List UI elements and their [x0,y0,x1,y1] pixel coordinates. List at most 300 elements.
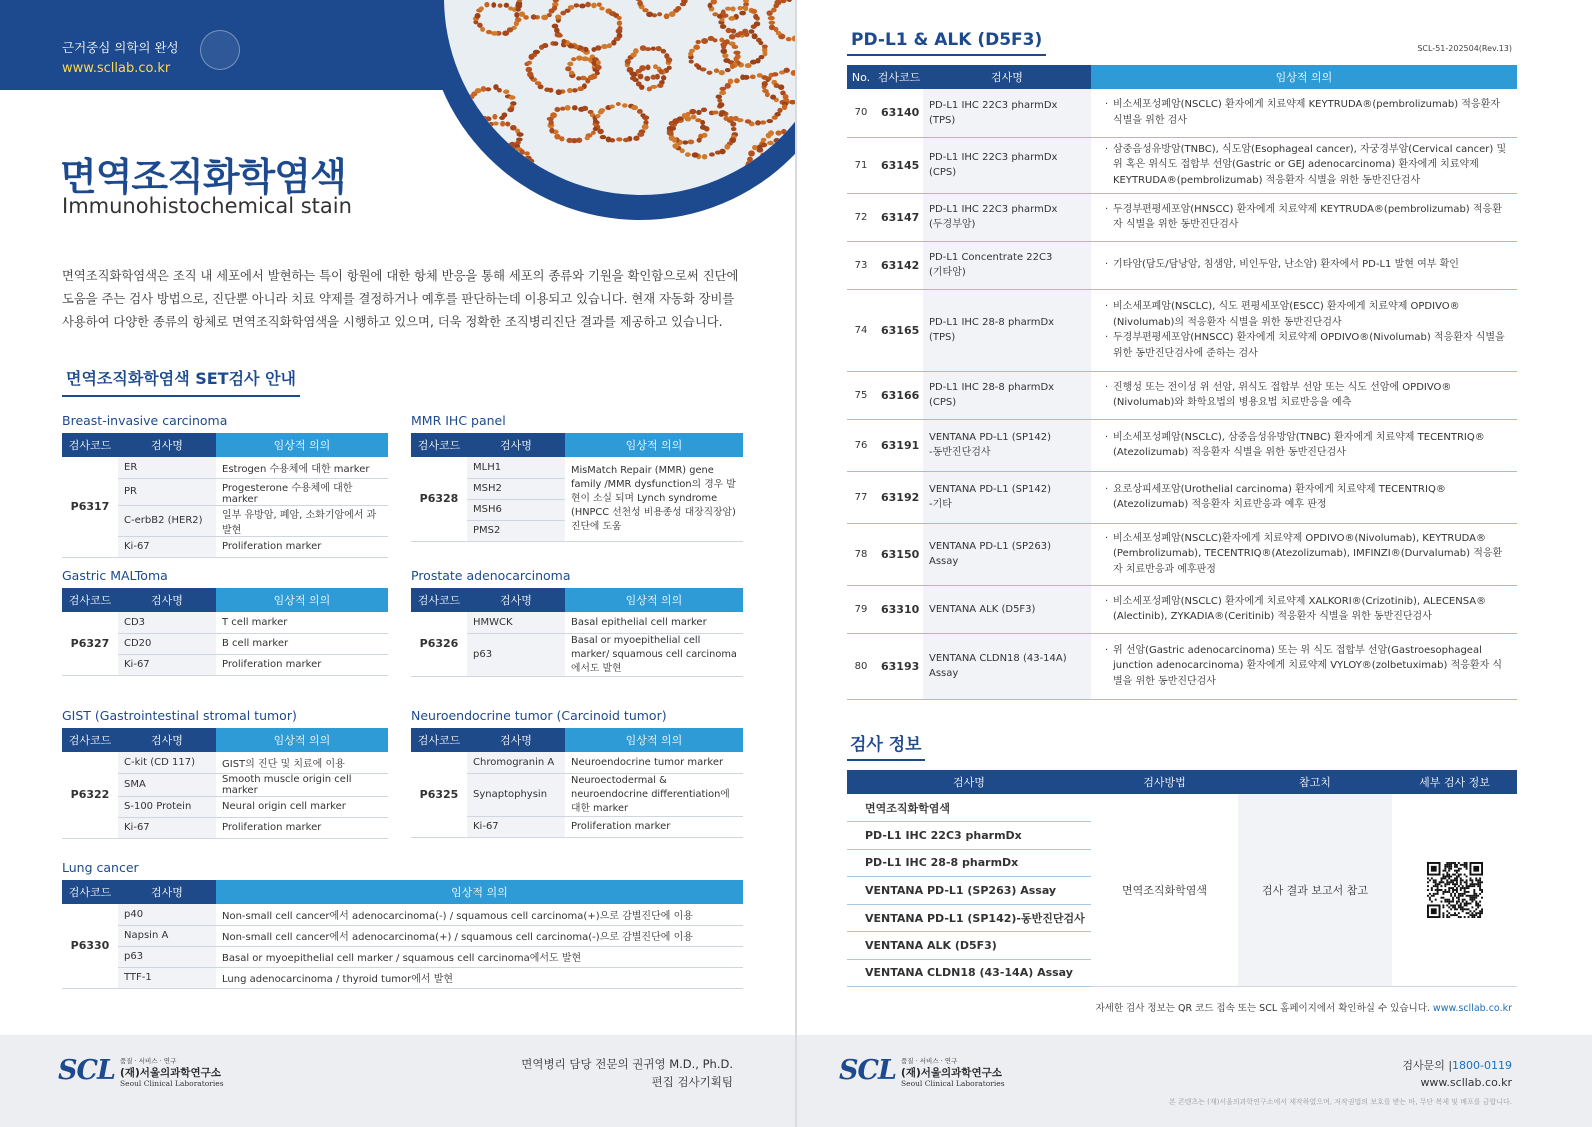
stained-nucleus [701,107,707,112]
qr-module [1465,864,1467,866]
test-name [923,523,1091,585]
qr-module [1457,897,1459,899]
qr-module [1436,893,1438,895]
qr-module [1477,879,1479,881]
qr-module [1444,876,1446,878]
tissue-stain-image [444,0,795,195]
stained-nucleus [523,173,529,178]
qr-module [1459,874,1461,876]
stained-nucleus [787,172,793,177]
stained-nucleus [761,138,767,142]
qr-module [1471,881,1473,883]
qr-module [1459,864,1461,866]
stained-nucleus [697,138,702,143]
info-detail-cell [1392,794,1517,987]
header-code: 검사코드 [62,433,118,457]
test-meaning: Proliferation marker [565,816,743,837]
stained-nucleus [611,40,616,46]
header-no: No. [847,65,875,89]
qr-module [1434,885,1436,887]
test-name: S-100 Protein [118,796,216,817]
note-link[interactable]: www.scllab.co.kr [1432,1003,1512,1014]
stained-nucleus [489,150,495,156]
qr-module [1457,912,1459,914]
qr-module [1434,889,1436,891]
qr-module [1457,868,1459,870]
qr-module [1471,914,1473,916]
stained-nucleus [672,143,679,149]
stained-nucleus [762,89,769,93]
qr-module [1448,899,1450,901]
decor-bubble [12,176,42,206]
qr-module [1465,879,1467,881]
qr-module [1446,864,1448,866]
stained-nucleus [700,125,706,130]
qr-module [1459,883,1461,885]
stained-nucleus [639,65,646,71]
qr-module [1427,881,1429,883]
test-meaning: Estrogen 수용체에 대한 marker [216,457,388,478]
qr-module [1452,914,1454,916]
qr-module [1461,895,1463,897]
qr-module [1450,862,1452,864]
qr-module [1436,891,1438,893]
website-link[interactable]: www.scllab.co.kr [62,61,171,76]
stained-nucleus [646,65,651,71]
stained-nucleus [552,24,559,29]
stained-nucleus [742,75,749,80]
test-no: 78 [847,523,875,585]
qr-module [1455,889,1457,891]
stained-nucleus [762,44,768,48]
stained-nucleus [492,142,498,146]
header-name: 검사명 [118,728,216,752]
test-code: P6330 [62,904,118,988]
meaning-bullet: · 기타암(담도/담낭암, 침샘암, 비인두암, 난소암) 환자에서 PD-L1 발현 여부 확인 [1105,257,1511,273]
stained-nucleus [579,4,586,9]
stained-nucleus [616,102,621,106]
qr-module [1452,874,1454,876]
meaning-bullet: · 삼중음성유방암(TNBC), 식도암(Esophageal cancer), 자궁경부암(Cervical cancer) 및 위 혹은 위식도 접합부 선암(Gastric or GEJ adenocarcinoma) 환자에게 치료약제 KEYTRUDA®(pembrolizumab) 적응환자 식별을 위한 동반진단검사 [1105,142,1511,189]
qr-module [1448,877,1450,879]
qr-module [1463,889,1465,891]
stained-nucleus [779,158,784,163]
qr-module [1436,889,1438,891]
qr-module [1471,897,1473,899]
test-meaning [1091,193,1517,241]
qr-module [1450,887,1452,889]
header-name: 검사명 [847,770,1091,794]
stained-nucleus [565,66,571,71]
qr-module [1452,901,1454,903]
test-row [847,289,1517,371]
contact-website[interactable]: www.scllab.co.kr [1420,1076,1512,1089]
header-name: 검사명 [118,588,216,612]
stained-nucleus [467,157,472,162]
qr-module [1444,899,1446,901]
qr-module [1440,877,1442,879]
block-title: MMR IHC panel [411,413,506,428]
qr-module [1455,914,1457,916]
stained-nucleus [571,57,576,61]
stained-nucleus [531,14,537,19]
qr-module [1471,906,1473,908]
qr-module [1444,866,1446,868]
test-name-line: -기타 [929,499,952,510]
qr-module [1481,897,1483,899]
stained-nucleus [758,179,763,184]
stained-nucleus [516,132,523,137]
qr-module [1454,908,1456,910]
qr-module [1463,862,1465,864]
stained-nucleus [724,144,730,150]
qr-module [1430,895,1432,897]
block-title: Neuroendocrine tumor (Carcinoid tumor) [411,708,667,723]
qr-module [1457,904,1459,906]
qr-module [1475,912,1477,914]
stained-nucleus [692,152,699,157]
header-meaning: 임상적 의의 [565,728,743,752]
qr-module [1471,912,1473,914]
header-name: 검사명 [118,880,216,904]
stained-nucleus [712,110,718,114]
qr-module [1455,866,1457,868]
qr-module [1442,893,1444,895]
page-title: PD-L1 & ALK (D5F3) [847,30,1046,56]
qr-module [1436,883,1438,885]
stained-nucleus [791,70,795,76]
test-code: 63165 [875,289,923,371]
qr-module [1444,883,1446,885]
stained-nucleus [600,135,607,139]
stained-nucleus [644,76,650,81]
stained-nucleus [505,122,510,127]
stained-nucleus [549,128,554,134]
stained-nucleus [498,3,503,7]
stained-nucleus [577,86,584,91]
stained-nucleus [767,119,774,123]
test-meaning: Proliferation marker [216,654,388,675]
qr-module [1459,906,1461,908]
test-row [847,137,1517,193]
stained-nucleus [646,11,653,17]
qr-module [1459,893,1461,895]
stained-nucleus [689,109,696,115]
header-code: 검사코드 [411,588,467,612]
stained-nucleus [792,36,795,42]
stained-nucleus [772,72,778,76]
stained-nucleus [475,88,482,93]
contact-phone[interactable]: 1800-0119 [1452,1059,1512,1072]
test-name: Ki-67 [467,816,565,837]
qr-module [1442,881,1444,883]
qr-module [1465,904,1467,906]
stained-nucleus [785,183,791,188]
set-block-neuroendocrine [411,708,743,838]
stained-nucleus [717,98,722,102]
qr-module [1446,899,1448,901]
stained-nucleus [566,138,573,143]
stained-nucleus [772,115,778,119]
stained-nucleus [778,139,784,143]
stained-nucleus [734,78,740,83]
qr-module [1450,893,1452,895]
qr-finder [1430,866,1436,872]
qr-module [1450,908,1452,910]
test-meaning [1091,585,1517,633]
qr-module [1477,906,1479,908]
stained-nucleus [585,2,591,8]
stained-nucleus [500,151,507,156]
stained-nucleus [775,130,781,135]
intro-line: 사용하여 다양한 종류의 항체로 면역조직화학염색을 시행하고 있으며, 더욱 정확한 조직병리진단 결과를 제공하고 있습니다. [62,315,723,329]
header-meaning: 임상적 의의 [565,588,743,612]
stained-nucleus [510,181,516,187]
stained-nucleus [722,53,728,58]
note-text: 자세한 검사 정보는 QR 코드 접속 또는 SCL 홈페이지에서 확인하실 수 있습니다. [1095,1003,1430,1014]
header-name: 검사명 [467,433,565,457]
stained-nucleus [726,28,732,33]
test-no: 76 [847,419,875,471]
test-meaning [1091,633,1517,699]
qr-module [1477,881,1479,883]
set-block-breast [62,413,388,558]
qr-code-icon[interactable] [1427,862,1483,918]
stained-nucleus [758,41,763,45]
stained-nucleus [509,142,516,148]
qr-module [1446,904,1448,906]
test-code: P6328 [411,457,467,541]
test-no: 80 [847,633,875,699]
qr-module [1475,893,1477,895]
qr-module [1473,897,1475,899]
stained-nucleus [695,40,701,44]
stained-nucleus [723,58,730,63]
stained-nucleus [768,16,775,20]
qr-module [1473,889,1475,891]
stained-nucleus [731,127,737,131]
logo-name-ko: (재)서울의과학연구소 [901,1067,1002,1079]
qr-module [1479,910,1481,912]
qr-module [1450,901,1452,903]
stained-nucleus [753,177,758,181]
page-right [797,0,1592,1127]
qr-module [1446,901,1448,903]
test-code: 63310 [875,585,923,633]
decor-bubble [28,140,42,154]
stained-nucleus [567,62,573,66]
test-meaning [1091,137,1517,193]
intro-line: 도움을 주는 검사 방법으로, 진단뿐 아니라 치료 약제를 결정하거나 예후를 판단하는데 이용되고 있습니다. 현재 자동화 장비를 [62,292,735,306]
qr-module [1459,887,1461,889]
stained-nucleus [568,44,575,48]
stained-nucleus [617,20,622,26]
qr-module [1452,889,1454,891]
qr-module [1450,876,1452,878]
qr-module [1455,891,1457,893]
qr-module [1461,901,1463,903]
stained-nucleus [658,69,663,74]
stained-nucleus [572,88,578,92]
qr-module [1446,916,1448,918]
test-row [847,585,1517,633]
qr-module [1473,885,1475,887]
stained-nucleus [591,47,596,52]
stained-nucleus [633,136,639,141]
qr-module [1442,891,1444,893]
stained-nucleus [527,61,532,65]
qr-module [1448,866,1450,868]
stained-nucleus [680,2,686,6]
qr-module [1452,887,1454,889]
qr-finder [1430,908,1436,914]
stained-nucleus [494,174,501,180]
qr-module [1479,901,1481,903]
test-name: Chromogranin A [467,752,565,773]
test-code: 63147 [875,193,923,241]
stained-nucleus [585,136,590,140]
test-meaning [1091,371,1517,419]
info-test-name: 면역조직화학염색 [847,794,1091,822]
qr-module [1481,908,1483,910]
stained-nucleus [516,180,523,186]
qr-module [1444,885,1446,887]
qr-module [1473,916,1475,918]
qr-module [1442,876,1444,878]
stained-nucleus [682,140,688,144]
qr-module [1446,866,1448,868]
test-no: 74 [847,289,875,371]
qr-module [1448,876,1450,878]
qr-module [1448,862,1450,864]
test-name [923,419,1091,471]
stained-nucleus [753,14,758,20]
stained-nucleus [769,24,775,30]
test-name-line: Assay [929,556,959,567]
stained-nucleus [664,13,670,19]
test-code: 63140 [875,89,923,137]
stained-nucleus [541,15,548,20]
stained-nucleus [657,83,663,88]
stained-nucleus [468,161,474,167]
qr-module [1467,887,1469,889]
stained-nucleus [782,173,787,178]
stained-nucleus [524,151,530,155]
stained-nucleus [527,158,534,163]
header-meaning: 임상적 의의 [216,880,743,904]
credit-author: 면역병리 담당 전문의 권귀영 M.D., Ph.D. [521,1057,733,1071]
stained-nucleus [728,116,733,121]
test-meaning: Basal or myoepithelial cell marker / squamous cell carcinoma에서도 발현 [216,946,743,967]
stained-nucleus [494,150,501,154]
stained-nucleus [481,86,486,92]
stained-nucleus [696,110,702,115]
test-name-line: VENTANA ALK (D5F3) [929,603,1036,615]
stained-nucleus [746,169,753,173]
qr-module [1459,903,1461,905]
stained-nucleus [466,103,471,108]
qr-module [1475,877,1477,879]
test-meaning: Non-small cell cancer에서 adenocarcinoma(+) / squamous cell carcinoma(-)으로 감별진단에 이용 [216,925,743,946]
qr-module [1471,879,1473,881]
qr-module [1446,862,1448,864]
stained-nucleus [554,107,560,112]
stained-nucleus [730,63,735,69]
stained-nucleus [666,57,672,63]
test-name: p63 [467,633,565,676]
qr-module [1434,881,1436,883]
stained-nucleus [750,9,757,14]
stained-nucleus [689,49,695,53]
stained-nucleus [503,90,509,94]
test-name: PMS2 [467,520,565,541]
qr-module [1479,883,1481,885]
qr-module [1446,914,1448,916]
stained-nucleus [714,68,719,73]
stained-nucleus [766,77,771,81]
qr-module [1448,889,1450,891]
test-meaning [1091,89,1517,137]
qr-module [1479,893,1481,895]
stained-nucleus [507,107,514,112]
test-meaning: T cell marker [216,612,388,633]
qr-module [1455,903,1457,905]
qr-module [1457,895,1459,897]
stained-nucleus [591,3,597,9]
qr-module [1471,895,1473,897]
qr-module [1479,877,1481,879]
qr-module [1448,906,1450,908]
test-meaning: MisMatch Repair (MMR) gene family /MMR dysfunction의 경우 발현이 소실 되며 Lynch syndrome (HNPCC 선천성 비용종성 대장직장암) 진단에 도움 [565,457,743,541]
test-no: 75 [847,371,875,419]
header-code: 검사코드 [62,728,118,752]
qr-module [1448,864,1450,866]
meaning-bullet: · 비소세포성폐암(NSCLC) 환자에게 치료약제 XALKORI®(Crizotinib), ALECENSA® (Alectinib), ZYKADIA®(Ceritinib) 적응환자 식별을 위한 동반진단검사 [1105,594,1511,625]
test-name [923,193,1091,241]
qr-module [1454,885,1456,887]
qr-module [1454,906,1456,908]
test-name: C-kit (CD 117) [118,752,216,773]
stained-nucleus [461,160,467,166]
qr-module [1448,916,1450,918]
qr-module [1455,876,1457,878]
test-name: SMA [118,773,216,796]
test-no: 77 [847,471,875,523]
test-code: 63166 [875,371,923,419]
test-row [847,471,1517,523]
header-ref: 참고치 [1238,770,1392,794]
test-name: MSH6 [467,499,565,520]
qr-module [1446,879,1448,881]
stained-nucleus [502,31,509,36]
qr-module [1442,916,1444,918]
header-name: 검사명 [118,433,216,457]
qr-module [1479,912,1481,914]
stained-nucleus [542,43,548,48]
stained-nucleus [787,156,792,162]
qr-module [1450,895,1452,897]
qr-module [1471,916,1473,918]
qr-module [1428,879,1430,881]
block-title: Lung cancer [62,860,139,875]
stained-nucleus [533,50,540,54]
qr-module [1465,912,1467,914]
qr-module [1475,883,1477,885]
qr-module [1454,883,1456,885]
qr-module [1442,914,1444,916]
stained-nucleus [553,0,559,2]
test-code: 63142 [875,241,923,289]
